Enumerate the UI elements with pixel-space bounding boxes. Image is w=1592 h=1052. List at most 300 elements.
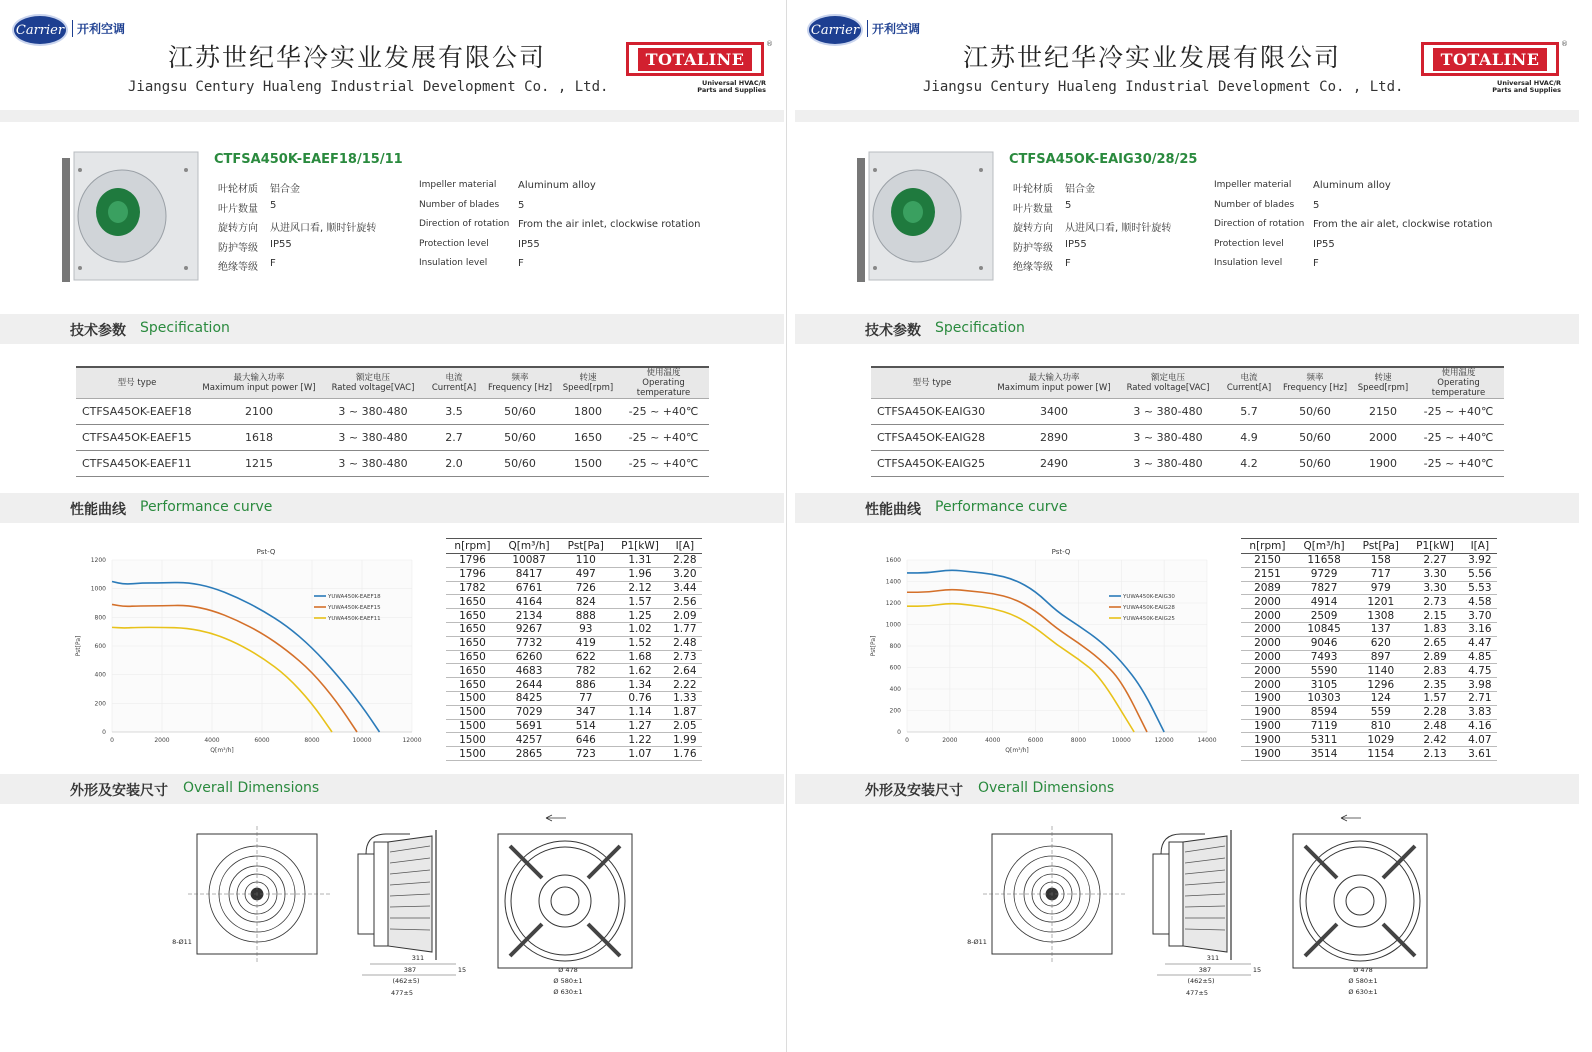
spec-cell: 2000 <box>1353 425 1413 451</box>
perf-row <box>446 581 702 595</box>
dim-section-title-cn: 外形及安装尺寸 <box>70 783 168 799</box>
attr-value-cn: 5 <box>270 200 277 211</box>
perf-row <box>1241 733 1497 747</box>
perf-cell: 1.33 <box>668 691 702 705</box>
mount-hole <box>979 266 983 270</box>
perf-row <box>446 554 702 568</box>
spec-cell: -25 ~ +40℃ <box>1413 399 1504 425</box>
perf-cell: 1201 <box>1354 595 1407 609</box>
dim-section-title-cn: 外形及安装尺寸 <box>865 783 963 799</box>
perf-cell: 782 <box>559 664 612 678</box>
perf-cell: 7732 <box>499 636 559 650</box>
perf-cell: 1900 <box>1241 691 1294 705</box>
x-tick-label: 8000 <box>304 737 320 744</box>
x-axis-label: Q[m³/h] <box>1005 747 1029 754</box>
x-tick-label: 6000 <box>254 737 270 744</box>
attr-value-en: Aluminum alloy <box>518 180 596 191</box>
registered-mark: ® <box>1561 40 1568 48</box>
legend-label: YUWA450K-EAIG28 <box>1123 605 1175 611</box>
spec-cell: 3 ~ 380-480 <box>320 399 426 425</box>
y-tick-label: 1400 <box>885 578 901 586</box>
side-view-hub <box>374 842 388 946</box>
perf-section-bar <box>0 493 784 523</box>
perf-row <box>1241 678 1497 692</box>
x-tick-label: 10000 <box>1111 737 1131 744</box>
fan-product-image <box>855 150 995 286</box>
perf-cell: 6260 <box>499 650 559 664</box>
perf-cell: 824 <box>559 595 612 609</box>
perf-header-cell: Q[m³/h] <box>1294 539 1354 554</box>
spec-row <box>871 451 1504 477</box>
attr-label-en: Protection level <box>419 239 489 249</box>
perf-cell: 8594 <box>1294 705 1354 719</box>
spec-header-row <box>871 367 1504 399</box>
perf-cell: 622 <box>559 650 612 664</box>
performance-table-body <box>1241 554 1497 761</box>
dim-580: Ø 580±1 <box>553 977 583 985</box>
y-tick-label: 200 <box>94 700 106 708</box>
x-tick-label: 10000 <box>352 737 372 744</box>
perf-cell: 9046 <box>1294 636 1354 650</box>
perf-cell: 2509 <box>1294 609 1354 623</box>
company-name-cn: 江苏世纪华冷实业发展有限公司 <box>963 43 1342 72</box>
dim-387: 387 <box>1198 966 1212 974</box>
perf-cell: 1650 <box>446 678 499 692</box>
perf-cell: 979 <box>1354 581 1407 595</box>
attr-value-en: Aluminum alloy <box>1313 180 1391 191</box>
attr-value-cn: F <box>270 258 276 269</box>
attr-value-en: IP55 <box>1313 239 1335 250</box>
perf-row <box>1241 581 1497 595</box>
spec-row <box>76 399 709 425</box>
attr-label-cn: 绝缘等级 <box>218 262 258 273</box>
perf-cell: 1.14 <box>612 705 667 719</box>
perf-cell: 620 <box>1354 636 1407 650</box>
spec-cell: 50/60 <box>482 425 558 451</box>
perf-cell: 4.07 <box>1463 733 1497 747</box>
spec-section-title-cn: 技术参数 <box>70 323 126 339</box>
spec-table-body <box>76 399 709 477</box>
perf-cell: 3.61 <box>1463 747 1497 761</box>
rotation-arrow <box>546 815 566 821</box>
perf-cell: 2.65 <box>1407 636 1462 650</box>
attr-label-cn: 旋转方向 <box>218 223 258 234</box>
spec-table-body <box>871 399 1504 477</box>
attr-value-en: 5 <box>1313 200 1320 211</box>
spec-header-cell <box>1221 367 1277 399</box>
y-tick-label: 800 <box>889 643 901 650</box>
x-tick-label: 14000 <box>1197 737 1217 744</box>
perf-cell: 8417 <box>499 567 559 581</box>
perf-cell: 124 <box>1354 691 1407 705</box>
perf-row <box>446 567 702 581</box>
spec-cell: 1900 <box>1353 451 1413 477</box>
perf-cell: 1650 <box>446 622 499 636</box>
catalog-page-right <box>795 0 1579 1052</box>
perf-cell: 2.48 <box>668 636 702 650</box>
attr-value-en: 5 <box>518 200 525 211</box>
perf-cell: 1650 <box>446 595 499 609</box>
attr-label-cn: 绝缘等级 <box>1013 262 1053 273</box>
totaline-tagline-2: Parts and Supplies <box>1492 86 1561 94</box>
spec-section-bar <box>0 314 784 344</box>
spec-header-cn: 电流 <box>445 373 463 383</box>
performance-chart <box>865 540 1225 760</box>
legend-label: YUWA450K-EAEF15 <box>328 605 381 611</box>
y-tick-label: 600 <box>889 664 901 672</box>
spec-cell: 4.2 <box>1221 451 1277 477</box>
rear-view-hub <box>1346 887 1374 915</box>
x-axis-label: Q[m³/h] <box>210 747 234 754</box>
perf-cell: 2134 <box>499 609 559 623</box>
perf-cell: 1.68 <box>612 650 667 664</box>
perf-cell: 2000 <box>1241 595 1294 609</box>
dim-section-title-en: Overall Dimensions <box>978 780 1115 796</box>
catalog-page-left <box>0 0 784 1052</box>
rotation-arrow <box>1341 815 1361 821</box>
dim-478: Ø 478 <box>1353 966 1373 974</box>
perf-header-row <box>1241 539 1497 554</box>
spec-cell: 1650 <box>558 425 618 451</box>
spec-header-cn: 使用温度 <box>1441 368 1476 378</box>
spec-cell: 1618 <box>198 425 320 451</box>
product-title: CTFSA45OK-EAIG30/28/25 <box>1009 152 1198 167</box>
perf-cell: 1796 <box>446 567 499 581</box>
spec-header-text: 型号 type <box>117 378 157 388</box>
spec-cell: 2100 <box>198 399 320 425</box>
perf-header-cell: I[A] <box>668 539 702 554</box>
perf-cell: 3.30 <box>1407 567 1462 581</box>
spec-model-cell: CTFSA45OK-EAIG30 <box>871 399 993 425</box>
spec-header-en: Speed[rpm] <box>1357 383 1409 393</box>
spec-header-cn: 电流 <box>1240 373 1258 383</box>
spec-cell: 2150 <box>1353 399 1413 425</box>
spec-cell: 3 ~ 380-480 <box>320 425 426 451</box>
performance-table <box>1241 538 1497 761</box>
perf-cell: 4.75 <box>1463 664 1497 678</box>
perf-cell: 497 <box>559 567 612 581</box>
spec-header-cell <box>198 367 320 399</box>
attr-label-cn: 防护等级 <box>1013 243 1053 254</box>
perf-cell: 9267 <box>499 622 559 636</box>
perf-cell: 4.58 <box>1463 595 1497 609</box>
perf-cell: 2.48 <box>1407 719 1462 733</box>
carrier-cn-logo-text: 开利空调 <box>72 20 125 37</box>
perf-cell: 2.73 <box>668 650 702 664</box>
spec-cell: -25 ~ +40℃ <box>618 451 709 477</box>
perf-cell: 646 <box>559 733 612 747</box>
spec-header-cn: 转速 <box>1374 373 1392 383</box>
perf-cell: 11658 <box>1294 554 1354 568</box>
performance-table-body <box>446 554 702 761</box>
perf-cell: 2000 <box>1241 678 1294 692</box>
spec-header-cell <box>993 367 1115 399</box>
perf-row <box>446 747 702 761</box>
perf-header-row <box>446 539 702 554</box>
spec-section-bar <box>795 314 1579 344</box>
perf-cell: 2151 <box>1241 567 1294 581</box>
perf-cell: 7119 <box>1294 719 1354 733</box>
perf-cell: 5.53 <box>1463 581 1497 595</box>
dim-hole-label: 8-Ø11 <box>967 938 987 946</box>
attr-label-en: Protection level <box>1214 239 1284 249</box>
header-band <box>795 110 1579 122</box>
spec-model-cell: CTFSA45OK-EAEF11 <box>76 451 198 477</box>
company-name-en: Jiangsu Century Hualeng Industrial Development Co. , Ltd. <box>923 79 1404 95</box>
spec-section-title-en: Specification <box>140 320 230 336</box>
fan-illustration <box>855 150 995 286</box>
totaline-tagline <box>676 80 766 94</box>
perf-cell: 3.16 <box>1463 622 1497 636</box>
perf-section-bar <box>795 493 1579 523</box>
perf-cell: 2.09 <box>668 609 702 623</box>
attr-label-en: Direction of rotation <box>419 219 510 229</box>
perf-cell: 1900 <box>1241 705 1294 719</box>
spec-header-cell <box>482 367 558 399</box>
y-tick-label: 0 <box>897 729 901 736</box>
spec-header-cell <box>871 367 993 399</box>
spec-header-en: Operating temperature <box>636 378 691 398</box>
dim-462: (462±5) <box>392 977 420 985</box>
x-tick-label: 4000 <box>985 737 1001 744</box>
perf-cell: 5311 <box>1294 733 1354 747</box>
perf-cell: 2.35 <box>1407 678 1462 692</box>
perf-cell: 6761 <box>499 581 559 595</box>
attr-label-en: Insulation level <box>1214 258 1283 268</box>
totaline-tagline-2: Parts and Supplies <box>697 86 766 94</box>
y-tick-label: 1200 <box>885 600 901 607</box>
spec-header-en: Speed[rpm] <box>562 383 614 393</box>
spec-cell: 50/60 <box>1277 399 1353 425</box>
perf-cell: 3.20 <box>668 567 702 581</box>
perf-cell: 810 <box>1354 719 1407 733</box>
attr-value-cn: 从进风口看, 顺时针旋转 <box>1065 223 1172 234</box>
perf-header-cell: n[rpm] <box>1241 539 1294 554</box>
y-axis-label: Pst[Pa] <box>870 635 877 657</box>
dim-477: 477±5 <box>391 989 413 997</box>
carrier-logo: Carrier <box>12 14 68 46</box>
company-name-cn: 江苏世纪华冷实业发展有限公司 <box>168 43 547 72</box>
perf-cell: 1796 <box>446 554 499 568</box>
perf-header-cell: Pst[Pa] <box>1354 539 1407 554</box>
page-divider <box>786 0 794 1052</box>
perf-cell: 1.25 <box>612 609 667 623</box>
y-tick-label: 1000 <box>90 585 106 593</box>
fan-hub <box>903 201 923 223</box>
perf-cell: 2.28 <box>1407 705 1462 719</box>
perf-cell: 4257 <box>499 733 559 747</box>
perf-cell: 1.57 <box>1407 691 1462 705</box>
perf-section-title-en: Performance curve <box>140 499 273 515</box>
x-tick-label: 2000 <box>154 737 170 744</box>
perf-cell: 4683 <box>499 664 559 678</box>
spec-section-title-en: Specification <box>935 320 1025 336</box>
x-tick-label: 0 <box>110 737 114 744</box>
perf-row <box>1241 609 1497 623</box>
mount-hole <box>78 168 82 172</box>
perf-cell: 1.83 <box>1407 622 1462 636</box>
side-view-motor <box>1153 854 1169 934</box>
spec-header-cn: 频率 <box>1306 373 1324 383</box>
perf-cell: 10303 <box>1294 691 1354 705</box>
spec-header-cn: 使用温度 <box>646 368 681 378</box>
spec-model-cell: CTFSA45OK-EAEF15 <box>76 425 198 451</box>
perf-cell: 10845 <box>1294 622 1354 636</box>
spec-header-cell <box>1115 367 1221 399</box>
dim-hole-label: 8-Ø11 <box>172 938 192 946</box>
perf-cell: 3.83 <box>1463 705 1497 719</box>
perf-cell: 1140 <box>1354 664 1407 678</box>
spec-table-head <box>76 367 709 399</box>
y-tick-label: 200 <box>889 707 901 715</box>
spec-cell: -25 ~ +40℃ <box>1413 451 1504 477</box>
perf-cell: 3.92 <box>1463 554 1497 568</box>
spec-cell: 1800 <box>558 399 618 425</box>
spec-header-cell <box>426 367 482 399</box>
legend-label: YUWA450K-EAEF11 <box>328 616 381 622</box>
perf-cell: 1500 <box>446 747 499 761</box>
spec-header-en: Frequency [Hz] <box>1282 383 1348 393</box>
dimension-drawing <box>170 812 650 1002</box>
spec-header-cell <box>1413 367 1504 399</box>
perf-cell: 2.22 <box>668 678 702 692</box>
mount-hole <box>184 266 188 270</box>
perf-cell: 5.56 <box>1463 567 1497 581</box>
perf-cell: 0.76 <box>612 691 667 705</box>
y-tick-label: 600 <box>94 643 106 650</box>
attr-value-en: IP55 <box>518 239 540 250</box>
fan-product-image <box>60 150 200 286</box>
perf-cell: 7493 <box>1294 650 1354 664</box>
perf-row <box>446 719 702 733</box>
perf-cell: 1.96 <box>612 567 667 581</box>
perf-cell: 1.31 <box>612 554 667 568</box>
y-tick-label: 0 <box>102 729 106 736</box>
perf-cell: 1500 <box>446 733 499 747</box>
spec-header-en: Operating temperature <box>1431 378 1486 398</box>
side-view-hub <box>1169 842 1183 946</box>
perf-cell: 7029 <box>499 705 559 719</box>
perf-row <box>1241 554 1497 568</box>
perf-cell: 1029 <box>1354 733 1407 747</box>
perf-row <box>446 636 702 650</box>
perf-cell: 1650 <box>446 636 499 650</box>
perf-row <box>1241 664 1497 678</box>
spec-header-cn: 频率 <box>511 373 529 383</box>
attr-value-en: F <box>1313 258 1319 269</box>
rear-view-motor <box>539 875 591 927</box>
perf-cell: 1650 <box>446 664 499 678</box>
product-title: CTFSA450K-EAEF18/15/11 <box>214 152 403 167</box>
perf-cell: 888 <box>559 609 612 623</box>
rear-view-motor <box>1334 875 1386 927</box>
carrier-logo: Carrier <box>807 14 863 46</box>
fan-illustration <box>60 150 200 286</box>
company-name-en: Jiangsu Century Hualeng Industrial Development Co. , Ltd. <box>128 79 609 95</box>
perf-cell: 158 <box>1354 554 1407 568</box>
perf-header-cell: P1[kW] <box>612 539 667 554</box>
dim-section-bar <box>0 774 784 804</box>
perf-cell: 2150 <box>1241 554 1294 568</box>
spec-header-text: 型号 type <box>912 378 952 388</box>
perf-row <box>1241 650 1497 664</box>
perf-cell: 723 <box>559 747 612 761</box>
spec-cell: 3 ~ 380-480 <box>320 451 426 477</box>
legend-label: YUWA450K-EAIG30 <box>1123 594 1175 600</box>
attr-value-cn: 铝合金 <box>1065 184 1095 195</box>
perf-cell: 1154 <box>1354 747 1407 761</box>
y-axis-label: Pst[Pa] <box>75 635 82 657</box>
perf-cell: 4.16 <box>1463 719 1497 733</box>
mount-hole <box>78 266 82 270</box>
y-tick-label: 1200 <box>90 557 106 564</box>
perf-cell: 2.15 <box>1407 609 1462 623</box>
totaline-tagline-1: Universal HVAC/R <box>1497 79 1561 87</box>
spec-cell: 2890 <box>993 425 1115 451</box>
spec-cell: 3 ~ 380-480 <box>1115 451 1221 477</box>
spec-header-en: Rated voltage[VAC] <box>1126 383 1210 393</box>
perf-cell: 2865 <box>499 747 559 761</box>
attr-label-cn: 旋转方向 <box>1013 223 1053 234</box>
spec-header-cn: 额定电压 <box>1150 373 1185 383</box>
perf-cell: 2.64 <box>668 664 702 678</box>
performance-table-head <box>1241 539 1497 554</box>
perf-row <box>446 609 702 623</box>
perf-cell: 93 <box>559 622 612 636</box>
spec-cell: 3.5 <box>426 399 482 425</box>
attr-label-cn: 叶轮材质 <box>218 184 258 195</box>
perf-cell: 3.30 <box>1407 581 1462 595</box>
dim-15: 15 <box>1252 966 1262 974</box>
spec-cell: -25 ~ +40℃ <box>1413 425 1504 451</box>
attr-value-cn: 铝合金 <box>270 184 300 195</box>
attr-label-en: Impeller material <box>1214 180 1292 190</box>
perf-cell: 2.71 <box>1463 691 1497 705</box>
perf-cell: 2.89 <box>1407 650 1462 664</box>
perf-cell: 4.47 <box>1463 636 1497 650</box>
perf-header-cell: P1[kW] <box>1407 539 1462 554</box>
totaline-tagline <box>1471 80 1561 94</box>
chart-title: Pst-Q <box>256 548 276 556</box>
spec-table <box>871 366 1504 477</box>
attr-value-en: From the air inlet, clockwise rotation <box>518 219 701 230</box>
totaline-logo <box>626 42 764 76</box>
spec-header-row <box>76 367 709 399</box>
perf-cell: 3.98 <box>1463 678 1497 692</box>
dim-462: (462±5) <box>1187 977 1215 985</box>
attr-label-cn: 叶片数量 <box>218 204 258 215</box>
perf-row <box>446 650 702 664</box>
attr-value-cn: IP55 <box>1065 239 1087 250</box>
perf-cell: 2.28 <box>668 554 702 568</box>
totaline-logo-text: TOTALINE <box>1433 48 1548 71</box>
perf-row <box>446 678 702 692</box>
rear-view-hub <box>551 887 579 915</box>
rear-view-struts <box>510 846 620 956</box>
dimension-drawing <box>965 812 1445 1002</box>
performance-chart <box>70 540 430 760</box>
dim-section-bar <box>795 774 1579 804</box>
perf-cell: 77 <box>559 691 612 705</box>
x-tick-label: 0 <box>905 737 909 744</box>
mount-hole <box>873 266 877 270</box>
y-tick-label: 1000 <box>885 621 901 629</box>
totaline-tagline-1: Universal HVAC/R <box>702 79 766 87</box>
perf-cell: 2000 <box>1241 622 1294 636</box>
perf-cell: 137 <box>1354 622 1407 636</box>
perf-row <box>1241 567 1497 581</box>
legend-label: YUWA450K-EAEF18 <box>328 594 381 600</box>
